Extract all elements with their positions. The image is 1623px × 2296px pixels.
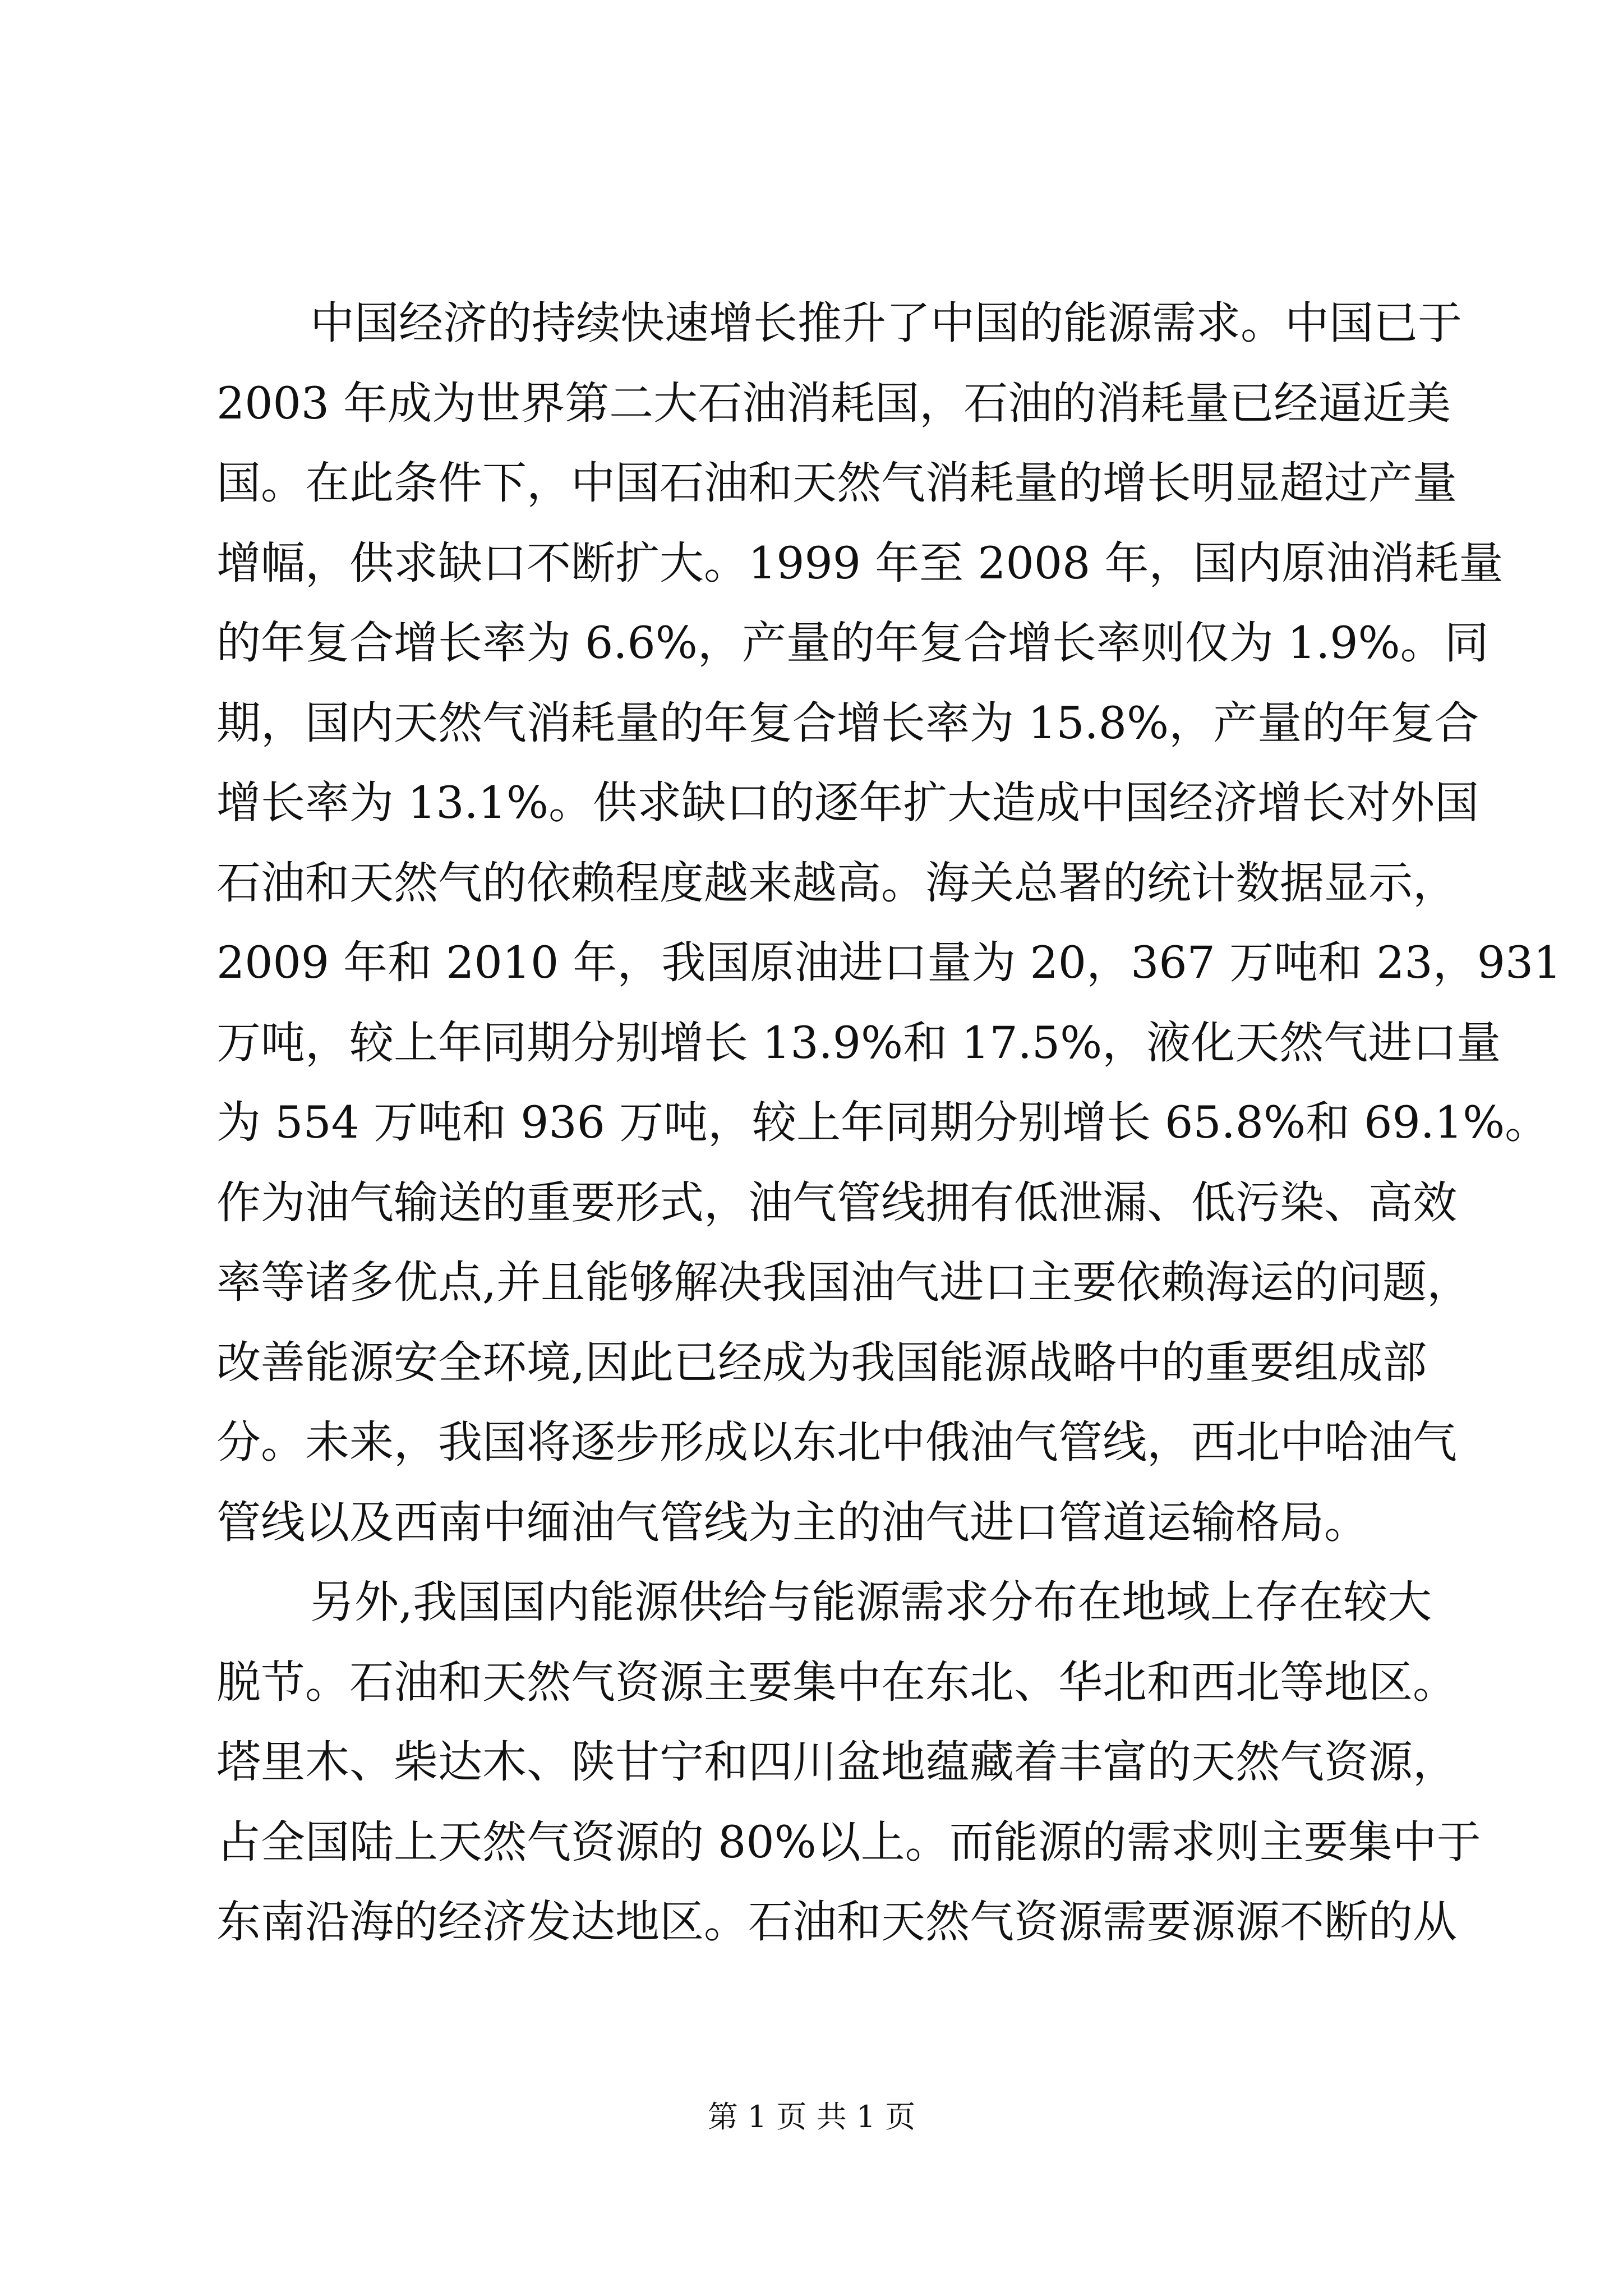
paragraph-line: 作为油气输送的重要形式，油气管线拥有低泄漏、低污染、高效 (216, 1176, 1457, 1228)
paragraph-line: 东南沿海的经济发达地区。石油和天然气资源需要源源不断的从 (216, 1896, 1457, 1948)
paragraph-line: 中国经济的持续快速增长推升了中国的能源需求。中国已于 (310, 297, 1462, 349)
paragraph-line: 的年复合增长率为 6.6%，产量的年复合增长率则仅为 1.9%。同 (216, 617, 1489, 669)
paragraph-line: 管线以及西南中缅油气管线为主的油气进口管道运输格局。 (216, 1496, 1368, 1548)
paragraph-line: 增长率为 13.1%。供求缺口的逐年扩大造成中国经济增长对外国 (216, 777, 1479, 829)
paragraph-line: 率等诸多优点,并且能够解决我国油气进口主要依赖海运的问题， (216, 1257, 1472, 1308)
paragraph-line: 为 554 万吨和 936 万吨，较上年同期分别增长 65.8%和 69.1%。 (216, 1097, 1550, 1148)
paragraph-line: 脱节。石油和天然气资源主要集中在东北、华北和西北等地区。 (216, 1656, 1457, 1708)
paragraph-line: 增幅，供求缺口不断扩大。1999 年至 2008 年，国内原油消耗量 (216, 537, 1504, 589)
paragraph-line: 石油和天然气的依赖程度越来越高。海关总署的统计数据显示， (216, 857, 1457, 909)
page-footer: 第 1 页 共 1 页 (707, 2099, 916, 2134)
paragraph-line: 万吨，较上年同期分别增长 13.9%和 17.5%，液化天然气进口量 (216, 1016, 1501, 1069)
paragraph-line: 分。未来，我国将逐步形成以东北中俄油气管线，西北中哈油气 (216, 1416, 1457, 1468)
paragraph-1 (216, 283, 1562, 1562)
paragraph-line: 塔里木、柴达木、陕甘宁和四川盆地蕴藏着丰富的天然气资源， (216, 1736, 1457, 1788)
paragraph-line: 国。在此条件下，中国石油和天然气消耗量的增长明显超过产量 (216, 457, 1457, 509)
paragraph-line: 另外,我国国内能源供给与能源需求分布在地域上存在较大 (310, 1576, 1432, 1628)
paragraph-line: 占全国陆上天然气资源的 80%以上。而能源的需求则主要集中于 (216, 1816, 1481, 1868)
document-body (216, 283, 1562, 1962)
paragraph-line: 改善能源安全环境,因此已经成为我国能源战略中的重要组成部 (216, 1336, 1427, 1388)
paragraph-line: 2009 年和 2010 年，我国原油进口量为 20，367 万吨和 23，931 (216, 937, 1562, 988)
paragraph-line: 2003 年成为世界第二大石油消耗国，石油的消耗量已经逼近美 (216, 377, 1451, 429)
paragraph-2 (216, 1562, 1481, 1962)
paragraph-line: 期，国内天然气消耗量的年复合增长率为 15.8%，产量的年复合 (216, 697, 1479, 749)
